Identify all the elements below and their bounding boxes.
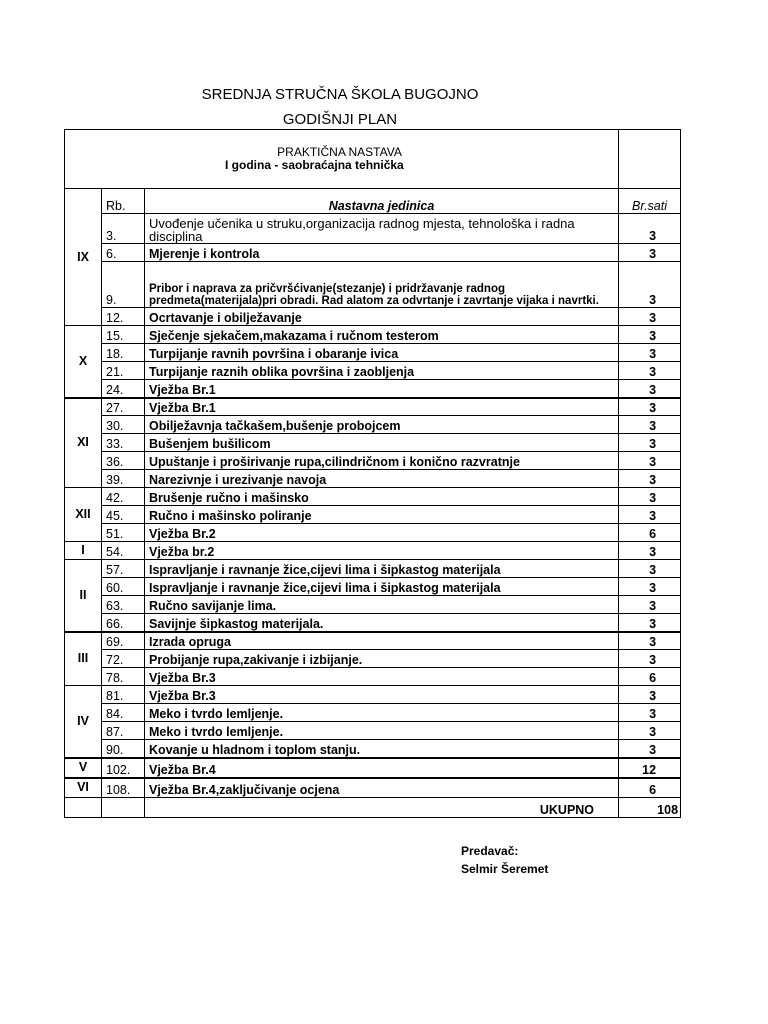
unit-cell: Turpijanje raznih oblika površina i zaobljenja <box>145 362 619 380</box>
hours-cell: 3 <box>619 470 681 488</box>
plan-title: GODIŠNJI PLAN <box>282 111 398 128</box>
table-row <box>65 578 681 596</box>
row-number: 51. <box>102 524 145 542</box>
hours-cell: 3 <box>619 578 681 596</box>
table-row <box>65 470 681 488</box>
unit-cell: Kovanje u hladnom i toplom stanju. <box>145 740 619 758</box>
unit-cell: Obilježavnja tačkašem,bušenje probojcem <box>145 416 619 434</box>
table-row <box>65 434 681 452</box>
unit-cell: Vježba Br.4,zaključivanje ocjena <box>145 778 619 798</box>
unit-cell: Vježba Br.1 <box>145 380 619 398</box>
hours-cell: 3 <box>619 560 681 578</box>
unit-cell: Bušenjem bušilicom <box>145 434 619 452</box>
hours-cell: 3 <box>619 244 681 262</box>
hours-cell: 3 <box>619 614 681 632</box>
unit-cell: Vježba Br.3 <box>145 668 619 686</box>
hours-cell: 3 <box>619 416 681 434</box>
subject-cell <box>65 130 619 189</box>
table-row <box>65 778 681 798</box>
row-number: 66. <box>102 614 145 632</box>
unit-cell: Probijanje rupa,zakivanje i izbijanje. <box>145 650 619 668</box>
unit-cell: Turpijanje ravnih površina i obaranje ivica <box>145 344 619 362</box>
table-row <box>65 416 681 434</box>
table-row <box>65 650 681 668</box>
unit-cell: Vježba br.2 <box>145 542 619 560</box>
row-number: 33. <box>102 434 145 452</box>
hours-cell: 6 <box>619 778 681 798</box>
empty-cell <box>65 798 102 818</box>
month-cell: XII <box>65 488 102 542</box>
table-row <box>65 214 681 244</box>
hours-cell: 3 <box>619 362 681 380</box>
row-number: 90. <box>102 740 145 758</box>
hours-cell: 3 <box>619 722 681 740</box>
row-number: 30. <box>102 416 145 434</box>
hours-cell: 3 <box>619 398 681 416</box>
hours-cell: 3 <box>619 686 681 704</box>
row-number: 78. <box>102 668 145 686</box>
hours-cell: 3 <box>619 452 681 470</box>
month-cell: V <box>65 758 102 778</box>
row-number: 108. <box>102 778 145 798</box>
table-row <box>65 244 681 262</box>
subject-title: PRAKTIČNA NASTAVA <box>277 145 402 159</box>
total-label: UKUPNO <box>145 798 619 818</box>
unit-cell: Mjerenje i kontrola <box>145 244 619 262</box>
table-row <box>65 722 681 740</box>
row-number: 39. <box>102 470 145 488</box>
unit-cell: Sječenje sjekačem,makazama i ručnom testerom <box>145 326 619 344</box>
month-cell: II <box>65 560 102 632</box>
hours-cell: 3 <box>619 214 681 244</box>
table-row <box>65 704 681 722</box>
table-row <box>65 488 681 506</box>
hours-header: Br.sati <box>619 189 681 214</box>
table-row <box>65 614 681 632</box>
unit-cell: Meko i tvrdo lemljenje. <box>145 704 619 722</box>
teacher-label: Predavač: <box>461 844 519 858</box>
row-number: 63. <box>102 596 145 614</box>
month-cell: IX <box>65 189 102 326</box>
table-row <box>65 344 681 362</box>
row-number: 24. <box>102 380 145 398</box>
unit-cell: Narezivnje i urezivanje navoja <box>145 470 619 488</box>
row-number: 69. <box>102 632 145 650</box>
empty-cell <box>102 798 145 818</box>
hours-cell: 3 <box>619 434 681 452</box>
row-number: 81. <box>102 686 145 704</box>
month-cell: I <box>65 542 102 560</box>
hours-cell: 3 <box>619 262 681 308</box>
unit-cell: Ispravljanje i ravnanje žice,cijevi lima i šipkastog materijala <box>145 560 619 578</box>
hours-cell: 3 <box>619 488 681 506</box>
month-cell: VI <box>65 778 102 798</box>
row-number: 18. <box>102 344 145 362</box>
table-row <box>65 560 681 578</box>
unit-cell: Vježba Br.4 <box>145 758 619 778</box>
unit-header: Nastavna jedinica <box>145 189 619 214</box>
row-number: 3. <box>102 214 145 244</box>
hours-cell: 6 <box>619 524 681 542</box>
row-number: 15. <box>102 326 145 344</box>
hours-cell: 3 <box>619 344 681 362</box>
table-row <box>65 686 681 704</box>
table-row <box>65 758 681 778</box>
unit-cell: Brušenje ručno i mašinsko <box>145 488 619 506</box>
row-number: 45. <box>102 506 145 524</box>
table-row <box>65 398 681 416</box>
row-number: 36. <box>102 452 145 470</box>
table-row <box>65 308 681 326</box>
row-number: 12. <box>102 308 145 326</box>
hours-cell: 3 <box>619 632 681 650</box>
hours-cell: 3 <box>619 326 681 344</box>
month-cell: X <box>65 326 102 398</box>
grade-line: I godina - saobraćajna tehnička <box>225 158 404 172</box>
unit-cell: Izrada opruga <box>145 632 619 650</box>
row-number: 27. <box>102 398 145 416</box>
table-row <box>65 262 681 308</box>
month-cell: III <box>65 632 102 686</box>
row-number: 102. <box>102 758 145 778</box>
row-number: 84. <box>102 704 145 722</box>
table-row <box>65 326 681 344</box>
unit-cell: Vježba Br.2 <box>145 524 619 542</box>
table-row <box>65 452 681 470</box>
unit-cell: Vježba Br.1 <box>145 398 619 416</box>
hours-cell: 3 <box>619 308 681 326</box>
month-cell: XI <box>65 398 102 488</box>
hours-cell: 3 <box>619 650 681 668</box>
row-number: 72. <box>102 650 145 668</box>
unit-cell: Upuštanje i proširivanje rupa,cilindričnom i konično razvratnje <box>145 452 619 470</box>
row-number: 6. <box>102 244 145 262</box>
unit-cell: Ručno i mašinsko poliranje <box>145 506 619 524</box>
total-row <box>65 798 681 818</box>
total-value: 108 <box>619 798 681 818</box>
unit-cell: Uvođenje učenika u struku,organizacija radnog mjesta, tehnološka i radna disciplina <box>145 214 619 244</box>
row-number: 21. <box>102 362 145 380</box>
hours-cell: 3 <box>619 596 681 614</box>
table-row <box>65 542 681 560</box>
hours-cell: 3 <box>619 704 681 722</box>
unit-cell: Pribor i naprava za pričvršćivanje(stezanje) i pridržavanje radnog predmeta(materijala)pri obradi. Rad alatom za odvrtanje i zavrtanje vijaka i navrtki. <box>145 262 619 308</box>
table-row <box>65 740 681 758</box>
row-number: 9. <box>102 262 145 308</box>
hours-cell: 12 <box>619 758 681 778</box>
row-number: 87. <box>102 722 145 740</box>
plan-table <box>64 129 681 818</box>
column-header-row <box>65 189 681 214</box>
table-row <box>65 596 681 614</box>
header-empty-cell <box>619 130 681 189</box>
row-number: 57. <box>102 560 145 578</box>
unit-cell: Vježba Br.3 <box>145 686 619 704</box>
table-row <box>65 632 681 650</box>
month-cell: IV <box>65 686 102 758</box>
row-number: 60. <box>102 578 145 596</box>
unit-cell: Meko i tvrdo lemljenje. <box>145 722 619 740</box>
unit-cell: Ispravljanje i ravnanje žice,cijevi lima i šipkastog materijala <box>145 578 619 596</box>
table-header-row <box>65 130 681 189</box>
teacher-name: Selmir Šeremet <box>461 862 549 876</box>
table-row <box>65 668 681 686</box>
hours-cell: 3 <box>619 542 681 560</box>
hours-cell: 6 <box>619 668 681 686</box>
table-row <box>65 362 681 380</box>
rb-header: Rb. <box>102 189 145 214</box>
unit-cell: Ručno savijanje lima. <box>145 596 619 614</box>
hours-cell: 3 <box>619 506 681 524</box>
school-name: SREDNJA STRUČNA ŠKOLA BUGOJNO <box>201 86 479 103</box>
row-number: 54. <box>102 542 145 560</box>
table-row <box>65 524 681 542</box>
table-row <box>65 380 681 398</box>
row-number: 42. <box>102 488 145 506</box>
unit-cell: Ocrtavanje i obilježavanje <box>145 308 619 326</box>
table-row <box>65 506 681 524</box>
hours-cell: 3 <box>619 740 681 758</box>
hours-cell: 3 <box>619 380 681 398</box>
unit-cell: Savijnje šipkastog materijala. <box>145 614 619 632</box>
